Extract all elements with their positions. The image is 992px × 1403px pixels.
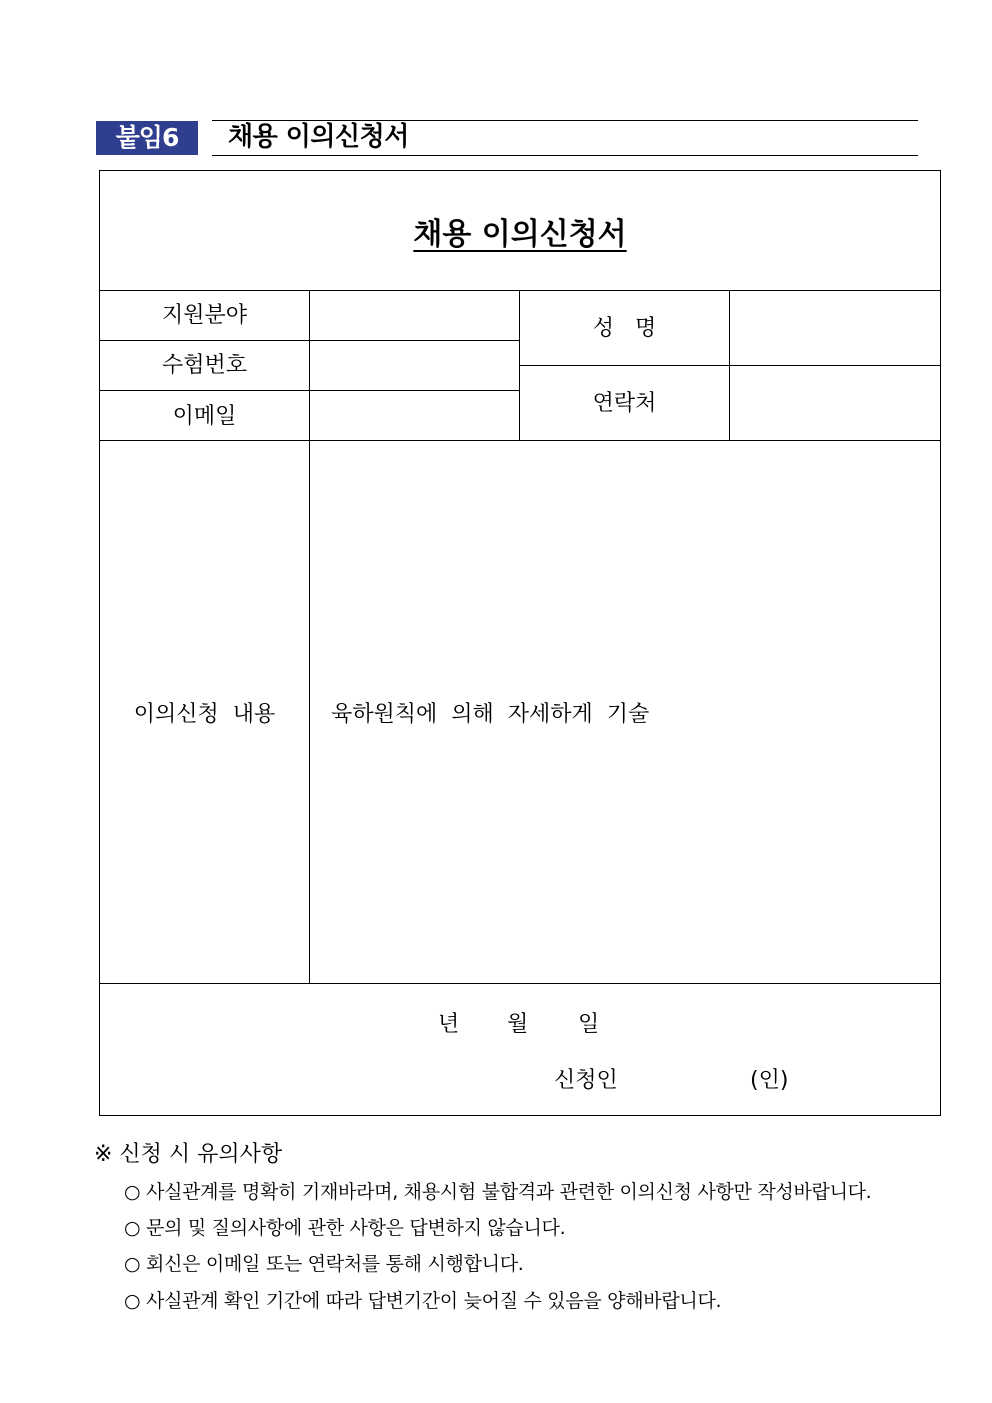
field-label: 지원분야 <box>161 303 247 328</box>
exam-number-label: 수험번호 <box>161 353 247 378</box>
seal-label: (인) <box>750 1068 789 1093</box>
note-item: ○ 회신은 이메일 또는 연락처를 통해 시행합니다. <box>124 1253 524 1275</box>
notes-title: ※ 신청 시 유의사항 <box>94 1142 283 1167</box>
contact-input[interactable] <box>730 366 940 440</box>
date-day-label: 일 <box>578 1012 600 1037</box>
note-item: ○ 사실관계 확인 기간에 따라 답변기간이 늦어질 수 있음을 양해바랍니다. <box>124 1290 722 1312</box>
date-month-label: 월 <box>507 1012 529 1037</box>
form-divider <box>100 340 310 341</box>
attachment-badge: 붙임6 <box>96 121 198 155</box>
page-title: 채용 이의신청서 <box>228 122 409 152</box>
header-rule-bottom <box>212 155 918 156</box>
contact-label: 연락처 <box>592 391 657 416</box>
form-divider <box>100 983 940 984</box>
applicant-label: 신청인 <box>554 1068 618 1093</box>
form-title: 채용 이의신청서 <box>413 217 627 252</box>
date-year-label: 년 <box>438 1012 460 1037</box>
note-item: ○ 문의 및 질의사항에 관한 사항은 답변하지 않습니다. <box>124 1217 566 1239</box>
name-input[interactable] <box>730 291 940 365</box>
email-label: 이메일 <box>172 404 237 429</box>
objection-form <box>99 170 941 1116</box>
note-item: ○ 사실관계를 명확히 기재바라며, 채용시험 불합격과 관련한 이의신청 사항만 작성바랍니다. <box>124 1181 872 1203</box>
exam-number-input[interactable] <box>310 341 519 390</box>
content-guide-text: 육하원칙에 의해 자세하게 기술 <box>331 702 650 727</box>
email-input[interactable] <box>310 391 519 440</box>
content-label: 이의신청 내용 <box>133 702 276 727</box>
field-input[interactable] <box>310 291 519 340</box>
name-label: 성 명 <box>592 316 657 341</box>
